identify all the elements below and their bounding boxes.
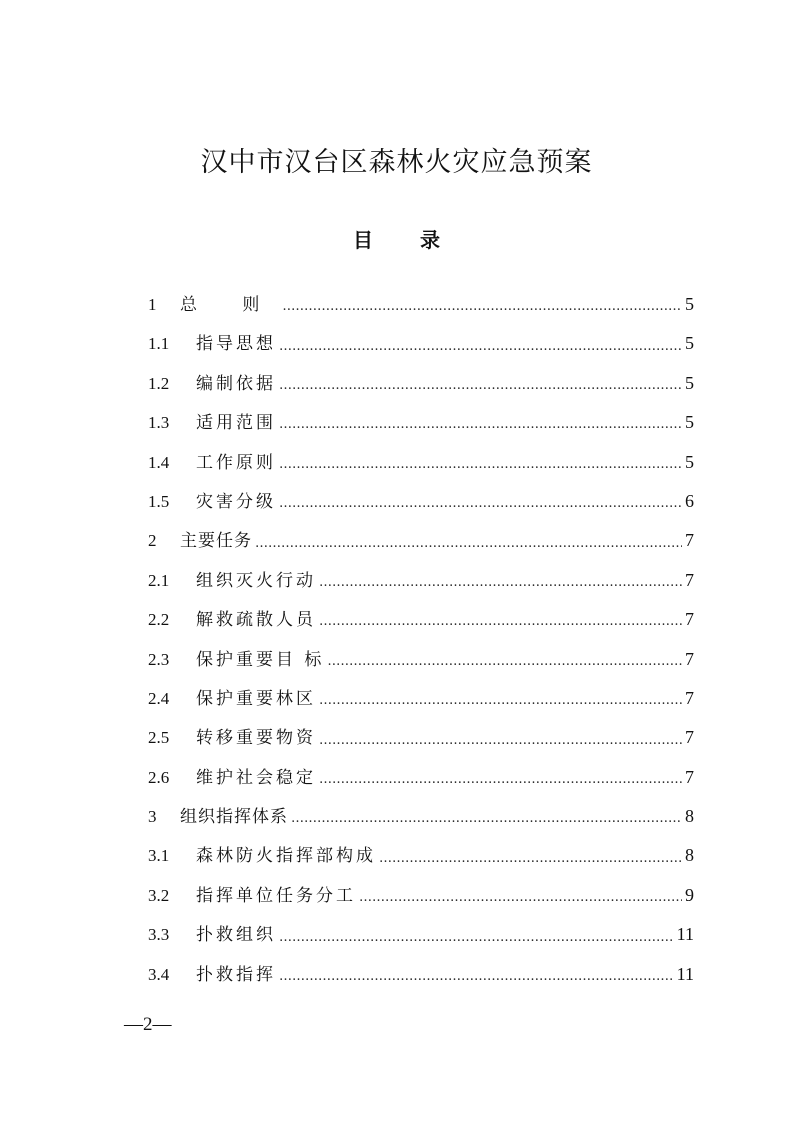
toc-entry-number: 1.5 bbox=[148, 491, 170, 511]
toc-dot-leader bbox=[319, 577, 682, 594]
toc-dot-leader bbox=[279, 498, 682, 515]
toc-entry[interactable] bbox=[148, 960, 694, 999]
toc-entry-number: 2.5 bbox=[148, 728, 170, 748]
toc-entry-number: 3.3 bbox=[148, 925, 170, 945]
toc-entry-number: 2.6 bbox=[148, 767, 170, 787]
toc-entry-title: 主要任务 bbox=[180, 531, 252, 552]
toc-entry-page: 8 bbox=[685, 806, 694, 827]
toc-entry-page: 5 bbox=[685, 451, 694, 472]
toc-entry[interactable] bbox=[148, 684, 694, 723]
toc-entry[interactable] bbox=[148, 369, 694, 408]
toc-dot-leader bbox=[279, 971, 674, 988]
toc-entry-page: 5 bbox=[685, 333, 694, 354]
toc-entry-number: 2 bbox=[148, 531, 157, 551]
toc-entry-number: 1.2 bbox=[148, 373, 170, 393]
toc-entry-page: 9 bbox=[685, 884, 694, 905]
toc-dot-leader bbox=[279, 341, 682, 358]
toc-entry-title: 维护社会稳定 bbox=[196, 767, 316, 788]
toc-entry-page: 5 bbox=[685, 294, 694, 314]
toc-entry-page: 7 bbox=[685, 609, 694, 630]
toc-entry-page: 8 bbox=[685, 845, 694, 866]
toc-entry-number: 2.4 bbox=[148, 688, 170, 708]
toc-entry-number: 1.3 bbox=[148, 413, 170, 433]
toc-entry-title: 指挥单位任务分工 bbox=[196, 885, 356, 906]
toc-entry[interactable] bbox=[148, 526, 694, 565]
toc-dot-leader bbox=[319, 774, 682, 791]
toc-entry-number: 3.2 bbox=[148, 885, 170, 905]
toc-entry-title: 转移重要物资 bbox=[196, 728, 316, 749]
toc-entry[interactable] bbox=[148, 487, 694, 526]
toc-entry-page: 7 bbox=[685, 648, 694, 669]
toc-dot-leader bbox=[279, 380, 682, 397]
toc-dot-leader bbox=[319, 616, 682, 633]
toc-entry-page: 7 bbox=[685, 727, 694, 748]
toc-entry-title: 解救疏散人员 bbox=[196, 610, 316, 631]
toc-entry-number: 3 bbox=[148, 807, 157, 827]
toc-entry-title: 灾害分级 bbox=[196, 491, 276, 512]
toc-dot-leader bbox=[255, 538, 682, 555]
toc-entry-page: 7 bbox=[685, 687, 694, 708]
toc-entry[interactable] bbox=[148, 408, 694, 447]
toc-entry-title: 总 则 bbox=[180, 295, 280, 315]
toc-entry[interactable] bbox=[148, 841, 694, 880]
toc-entry[interactable] bbox=[148, 566, 694, 605]
toc-dot-leader bbox=[291, 813, 682, 830]
toc-entry-title: 扑救指挥 bbox=[196, 964, 276, 985]
toc-entry-page: 7 bbox=[685, 569, 694, 590]
toc-dot-leader bbox=[282, 301, 682, 318]
toc-entry-page: 7 bbox=[685, 530, 694, 551]
toc-entry-title: 保护重要林区 bbox=[196, 688, 316, 709]
toc-entry[interactable] bbox=[148, 802, 694, 841]
toc-entry-title: 组织灭火行动 bbox=[196, 570, 316, 591]
toc-entry-title: 组织指挥体系 bbox=[180, 807, 288, 828]
toc-entry-title: 保护重要目 标 bbox=[196, 649, 325, 670]
toc-entry-number: 1.1 bbox=[148, 334, 170, 354]
toc-dot-leader bbox=[359, 892, 682, 909]
toc-entry[interactable] bbox=[148, 290, 694, 329]
document-title: 汉中市汉台区森林火灾应急预案 bbox=[200, 147, 593, 178]
toc-entry-title: 适用范围 bbox=[196, 413, 276, 434]
toc-entry-title: 指导思想 bbox=[196, 334, 276, 355]
toc-entry-page: 11 bbox=[676, 963, 694, 984]
toc-entry[interactable] bbox=[148, 763, 694, 802]
toc-entry-page: 5 bbox=[685, 372, 694, 393]
toc-entry-number: 2.3 bbox=[148, 649, 170, 669]
toc-entry-page: 6 bbox=[685, 490, 694, 511]
toc-dot-leader bbox=[279, 459, 682, 476]
toc-entry[interactable] bbox=[148, 645, 694, 684]
toc-entry[interactable] bbox=[148, 920, 694, 959]
toc-dot-leader bbox=[327, 656, 682, 673]
toc-heading: 目 录 bbox=[353, 228, 460, 252]
toc-entry-title: 编制依据 bbox=[196, 373, 276, 394]
toc-dot-leader bbox=[279, 419, 682, 436]
toc-entry[interactable] bbox=[148, 881, 694, 920]
toc-dot-leader bbox=[279, 931, 674, 948]
toc-entry-page: 11 bbox=[676, 924, 694, 945]
toc-entry[interactable] bbox=[148, 605, 694, 644]
toc-entry-page: 5 bbox=[685, 412, 694, 433]
toc-entry[interactable] bbox=[148, 448, 694, 487]
toc-entry-number: 3.1 bbox=[148, 846, 170, 866]
table-of-contents bbox=[148, 290, 694, 999]
toc-dot-leader bbox=[319, 734, 682, 751]
toc-entry-title: 工作原则 bbox=[196, 452, 276, 473]
toc-entry-title: 扑救组织 bbox=[196, 925, 276, 946]
page-number: —2— bbox=[124, 1014, 172, 1035]
toc-entry-page: 7 bbox=[685, 766, 694, 787]
toc-dot-leader bbox=[319, 695, 682, 712]
toc-entry-number: 2.2 bbox=[148, 610, 170, 630]
toc-entry-number: 1.4 bbox=[148, 452, 170, 472]
toc-dot-leader bbox=[379, 853, 682, 870]
toc-entry[interactable] bbox=[148, 329, 694, 368]
toc-entry-number: 2.1 bbox=[148, 570, 170, 590]
toc-entry-title: 森林防火指挥部构成 bbox=[196, 846, 376, 867]
toc-entry-number: 3.4 bbox=[148, 964, 170, 984]
toc-entry[interactable] bbox=[148, 723, 694, 762]
toc-entry-number: 1 bbox=[148, 295, 157, 314]
